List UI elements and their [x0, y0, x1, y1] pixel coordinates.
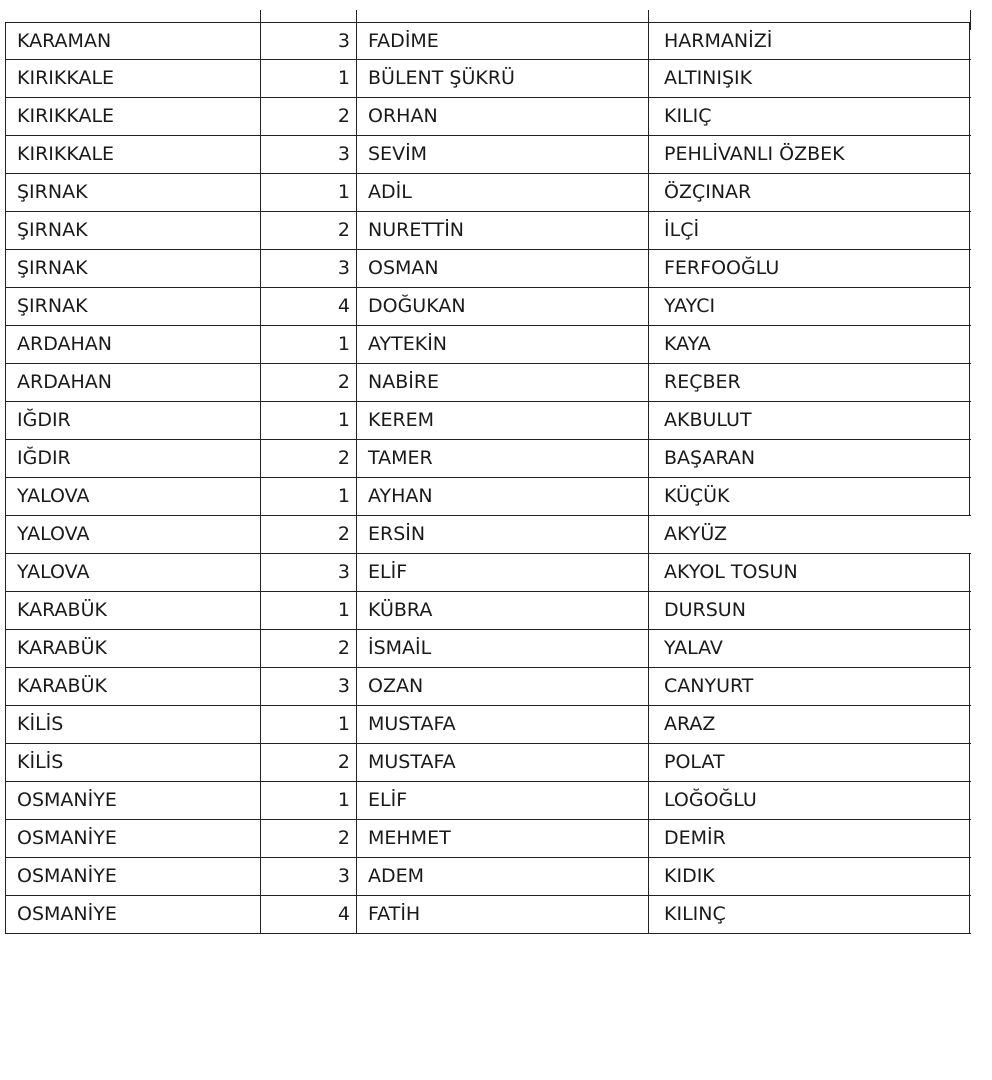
- surname-cell: YALAV: [648, 630, 970, 667]
- first-name-cell: AYHAN: [356, 478, 648, 515]
- rank-cell: 4: [260, 896, 356, 933]
- surname-cell: KAYA: [648, 326, 970, 363]
- surname-cell: POLAT: [648, 744, 970, 781]
- province-cell: ŞIRNAK: [5, 174, 260, 211]
- first-name-cell: ADİL: [356, 174, 648, 211]
- province-cell: ŞIRNAK: [5, 250, 260, 287]
- rank-cell: 1: [260, 592, 356, 629]
- table-row: [5, 554, 971, 592]
- rank-cell: 2: [260, 820, 356, 857]
- first-name-cell: ELİF: [356, 782, 648, 819]
- rank-cell: 3: [260, 250, 356, 287]
- province-cell: YALOVA: [5, 554, 260, 591]
- first-name-cell: FADİME: [356, 23, 648, 59]
- table-row: [5, 630, 971, 668]
- surname-cell: KÜÇÜK: [648, 478, 970, 515]
- rank-cell: 2: [260, 630, 356, 667]
- table-row: [5, 402, 971, 440]
- rank-cell: 4: [260, 288, 356, 325]
- table-row: [5, 858, 971, 896]
- province-cell: YALOVA: [5, 478, 260, 515]
- province-cell: KİLİS: [5, 744, 260, 781]
- surname-cell: ARAZ: [648, 706, 970, 743]
- surname-cell: DURSUN: [648, 592, 970, 629]
- surname-cell: FERFOOĞLU: [648, 250, 970, 287]
- table-row: [5, 22, 971, 60]
- rank-cell: 2: [260, 744, 356, 781]
- rank-cell: 1: [260, 782, 356, 819]
- surname-cell: KIDIK: [648, 858, 970, 895]
- table-row: [5, 136, 971, 174]
- first-name-cell: KÜBRA: [356, 592, 648, 629]
- first-name-cell: AYTEKİN: [356, 326, 648, 363]
- first-name-cell: ADEM: [356, 858, 648, 895]
- first-name-cell: NURETTİN: [356, 212, 648, 249]
- rank-cell: 1: [260, 706, 356, 743]
- surname-cell: YAYCI: [648, 288, 970, 325]
- first-name-cell: MEHMET: [356, 820, 648, 857]
- rank-cell: 1: [260, 326, 356, 363]
- rank-cell: 1: [260, 174, 356, 211]
- surname-cell: KILIÇ: [648, 98, 970, 135]
- province-cell: KARABÜK: [5, 630, 260, 667]
- table-row: [5, 174, 971, 212]
- table-row: [5, 288, 971, 326]
- first-name-cell: NABİRE: [356, 364, 648, 401]
- province-cell: IĞDIR: [5, 440, 260, 477]
- rank-cell: 3: [260, 554, 356, 591]
- province-cell: OSMANİYE: [5, 820, 260, 857]
- rank-cell: 3: [260, 858, 356, 895]
- province-cell: OSMANİYE: [5, 896, 260, 933]
- rank-cell: 2: [260, 440, 356, 477]
- table-row: [5, 820, 971, 858]
- table-row: [5, 98, 971, 136]
- table-row: [5, 706, 971, 744]
- province-cell: IĞDIR: [5, 402, 260, 439]
- rank-cell: 3: [260, 136, 356, 173]
- first-name-cell: İSMAİL: [356, 630, 648, 667]
- rank-cell: 2: [260, 516, 356, 553]
- province-cell: KIRIKKALE: [5, 136, 260, 173]
- table-row: [5, 212, 971, 250]
- rank-cell: 1: [260, 60, 356, 97]
- province-cell: KİLİS: [5, 706, 260, 743]
- province-cell: ŞIRNAK: [5, 212, 260, 249]
- province-cell: KIRIKKALE: [5, 98, 260, 135]
- surname-cell: AKYOL TOSUN: [648, 554, 970, 591]
- table-row: [5, 440, 971, 478]
- province-cell: ARDAHAN: [5, 326, 260, 363]
- table-row: [5, 364, 971, 402]
- surname-cell: LOĞOĞLU: [648, 782, 970, 819]
- surname-cell: PEHLİVANLI ÖZBEK: [648, 136, 970, 173]
- table-row: [5, 592, 971, 630]
- surname-cell: ALTINIŞIK: [648, 60, 970, 97]
- table-row: [5, 896, 971, 934]
- first-name-cell: BÜLENT ŞÜKRÜ: [356, 60, 648, 97]
- first-name-cell: TAMER: [356, 440, 648, 477]
- province-cell: KIRIKKALE: [5, 60, 260, 97]
- surname-cell: AKBULUT: [648, 402, 970, 439]
- surname-cell: DEMİR: [648, 820, 970, 857]
- rank-cell: 2: [260, 364, 356, 401]
- first-name-cell: ORHAN: [356, 98, 648, 135]
- first-name-cell: ERSİN: [356, 516, 648, 553]
- first-name-cell: OZAN: [356, 668, 648, 705]
- province-cell: KARABÜK: [5, 668, 260, 705]
- first-name-cell: MUSTAFA: [356, 744, 648, 781]
- province-cell: OSMANİYE: [5, 858, 260, 895]
- surname-cell: BAŞARAN: [648, 440, 970, 477]
- rank-cell: 2: [260, 98, 356, 135]
- province-cell: YALOVA: [5, 516, 260, 553]
- first-name-cell: MUSTAFA: [356, 706, 648, 743]
- rank-cell: 2: [260, 212, 356, 249]
- province-cell: ŞIRNAK: [5, 288, 260, 325]
- surname-cell: KILINÇ: [648, 896, 970, 933]
- first-name-cell: DOĞUKAN: [356, 288, 648, 325]
- table-row: [5, 516, 971, 554]
- first-name-cell: ELİF: [356, 554, 648, 591]
- province-cell: OSMANİYE: [5, 782, 260, 819]
- table-row: [5, 250, 971, 288]
- table-row: [5, 668, 971, 706]
- rank-cell: 3: [260, 668, 356, 705]
- surname-cell: İLÇİ: [648, 212, 970, 249]
- surname-cell: AKYÜZ: [648, 516, 970, 553]
- first-name-cell: SEVİM: [356, 136, 648, 173]
- table-row: [5, 744, 971, 782]
- table-row: [5, 60, 971, 98]
- surname-cell: HARMANİZİ: [648, 23, 970, 59]
- province-cell: ARDAHAN: [5, 364, 260, 401]
- rank-cell: 1: [260, 402, 356, 439]
- table-row: [5, 478, 971, 516]
- surname-cell: REÇBER: [648, 364, 970, 401]
- table-row: [5, 782, 971, 820]
- surname-cell: ÖZÇINAR: [648, 174, 970, 211]
- first-name-cell: OSMAN: [356, 250, 648, 287]
- surname-cell: CANYURT: [648, 668, 970, 705]
- rank-cell: 3: [260, 23, 356, 59]
- province-cell: KARABÜK: [5, 592, 260, 629]
- first-name-cell: FATİH: [356, 896, 648, 933]
- province-cell: KARAMAN: [5, 23, 260, 59]
- rank-cell: 1: [260, 478, 356, 515]
- table-row: [5, 326, 971, 364]
- first-name-cell: KEREM: [356, 402, 648, 439]
